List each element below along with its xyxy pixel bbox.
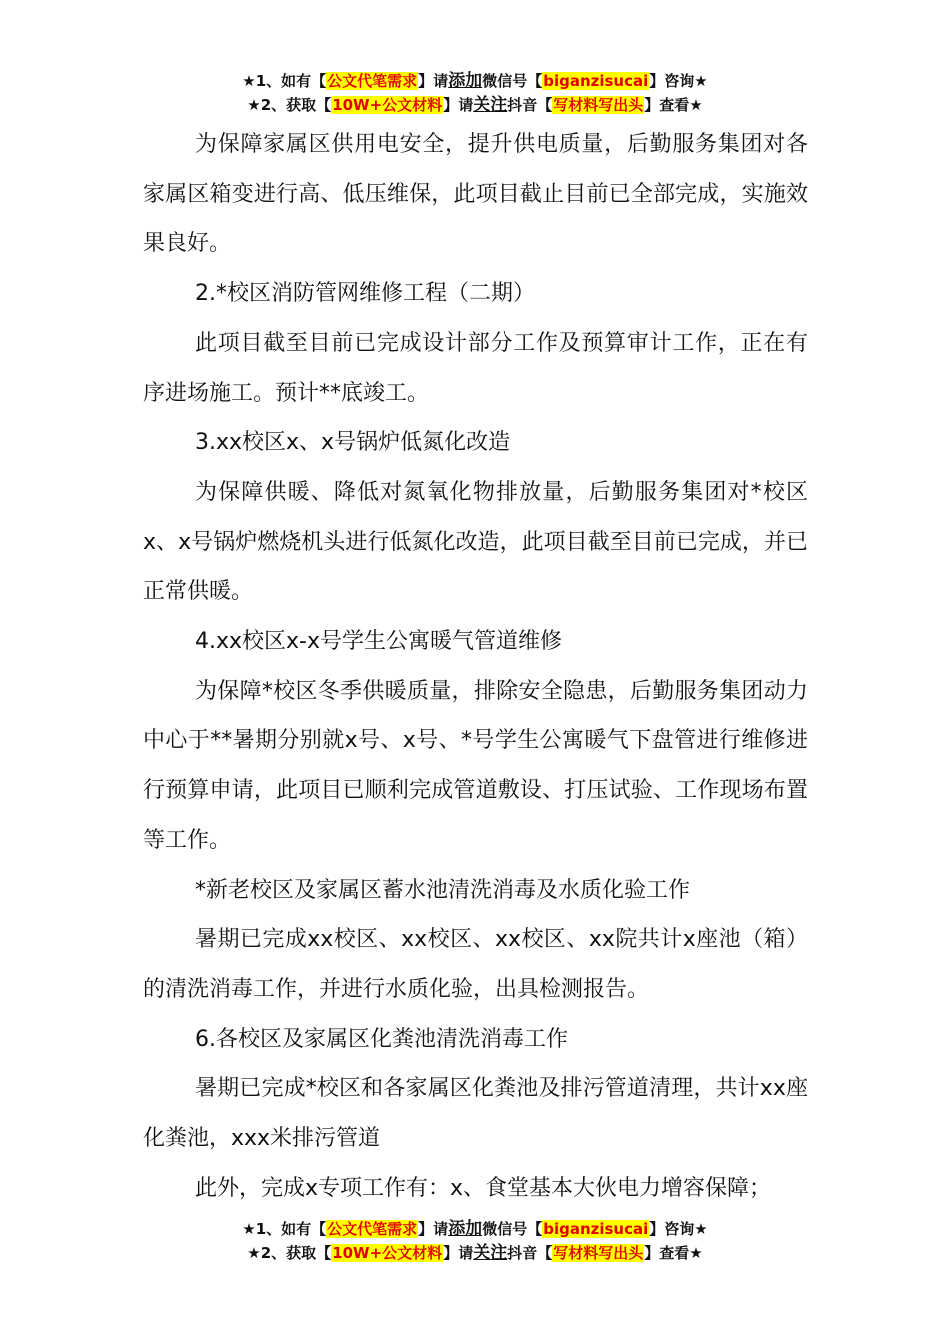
heading-fire-pipe-repair: 2.*校区消防管网维修工程（二期） (195, 281, 535, 307)
footer-line-2-suffix: 】查看★ (644, 1244, 703, 1262)
footer-line-2-prefix: ★2、获取【 (247, 1244, 332, 1262)
footer-highlight-douyin: 写材料写出头 (553, 1244, 644, 1262)
paragraph-power-maintenance: 为保障家属区供用电安全，提升供电质量，后勤服务集团对各家属区箱变进行高、低压维保，此项目截止目前已全部完成，实施效果良好。 (143, 132, 808, 257)
footer-line-1-mid2: 微信号【 (482, 1220, 543, 1238)
paragraph-additional-work: 此外，完成x专项工作有：x、食堂基本大伙电力增容保障； (195, 1175, 772, 1201)
header-line-1-mid2: 微信号【 (482, 72, 543, 90)
footer-line-2-mid2: 抖音【 (507, 1244, 553, 1262)
footer-highlight-wechat-id: biganzisucai (543, 1220, 649, 1238)
footer-follow-text: 关注 (473, 1243, 508, 1263)
heading-dorm-heating-repair: 4.xx校区x-x号学生公寓暖气管道维修 (195, 629, 563, 655)
header-highlight-ghostwriting: 公文代笔需求 (327, 72, 418, 90)
paragraph-dorm-heating-repair: 为保障*校区冬季供暖质量，排除安全隐患，后勤服务集团动力中心于**暑期分别就x号、x号、*号学生公寓暖气下盘管进行维修进行预算申请，此项目已顺利完成管道敷设、打压试验、工作现场布置等工作。 (143, 678, 808, 853)
paragraph-septic-tank-cleaning: 暑期已完成*校区和各家属区化粪池及排污管道清理，共计xx座化粪池，xxx米排污管道 (143, 1076, 808, 1152)
heading-boiler-retrofit: 3.xx校区x、x号锅炉低氮化改造 (195, 430, 511, 456)
header-banner (0, 69, 950, 117)
footer-line-1-suffix: 】咨询★ (649, 1220, 708, 1238)
document-body (143, 120, 808, 1213)
header-add-text: 添加 (448, 71, 483, 91)
header-line-2 (0, 93, 950, 117)
footer-highlight-materials: 10W+公文材料 (332, 1244, 443, 1262)
footer-line-2-mid: 】请 (443, 1244, 474, 1262)
header-follow-text: 关注 (473, 95, 508, 115)
header-highlight-wechat-id: biganzisucai (543, 72, 649, 90)
header-line-1-prefix: ★1、如有【 (242, 72, 327, 90)
header-line-1-suffix: 】咨询★ (649, 72, 708, 90)
header-line-2-suffix: 】查看★ (644, 96, 703, 114)
footer-add-text: 添加 (448, 1219, 483, 1239)
footer-banner (0, 1217, 950, 1265)
paragraph-fire-pipe-status: 此项目截至目前已完成设计部分工作及预算审计工作，正在有序进场施工。预计**底竣工。 (143, 330, 808, 406)
header-line-1 (0, 69, 950, 93)
footer-line-1-prefix: ★1、如有【 (242, 1220, 327, 1238)
header-line-2-mid2: 抖音【 (507, 96, 553, 114)
paragraph-boiler-retrofit: 为保障供暖、降低对氮氧化物排放量，后勤服务集团对*校区x、x号锅炉燃烧机头进行低氮化改造，此项目截至目前已完成，并已正常供暖。 (143, 479, 808, 605)
header-line-2-mid: 】请 (443, 96, 474, 114)
footer-line-1 (0, 1217, 950, 1241)
heading-septic-tank-cleaning: 6.各校区及家属区化粪池清洗消毒工作 (195, 1026, 568, 1052)
header-highlight-materials: 10W+公文材料 (332, 96, 443, 114)
header-line-2-prefix: ★2、获取【 (247, 96, 332, 114)
footer-line-1-mid: 】请 (418, 1220, 449, 1238)
paragraph-water-tank-cleaning: 暑期已完成xx校区、xx校区、xx校区、xx院共计x座池（箱）的清洗消毒工作，并进行水质化验，出具检测报告。 (143, 927, 808, 1002)
header-line-1-mid: 】请 (418, 72, 449, 90)
footer-line-2 (0, 1241, 950, 1265)
footer-highlight-ghostwriting: 公文代笔需求 (327, 1220, 418, 1238)
header-highlight-douyin: 写材料写出头 (553, 96, 644, 114)
heading-water-tank-cleaning: *新老校区及家属区蓄水池清洗消毒及水质化验工作 (195, 877, 691, 903)
